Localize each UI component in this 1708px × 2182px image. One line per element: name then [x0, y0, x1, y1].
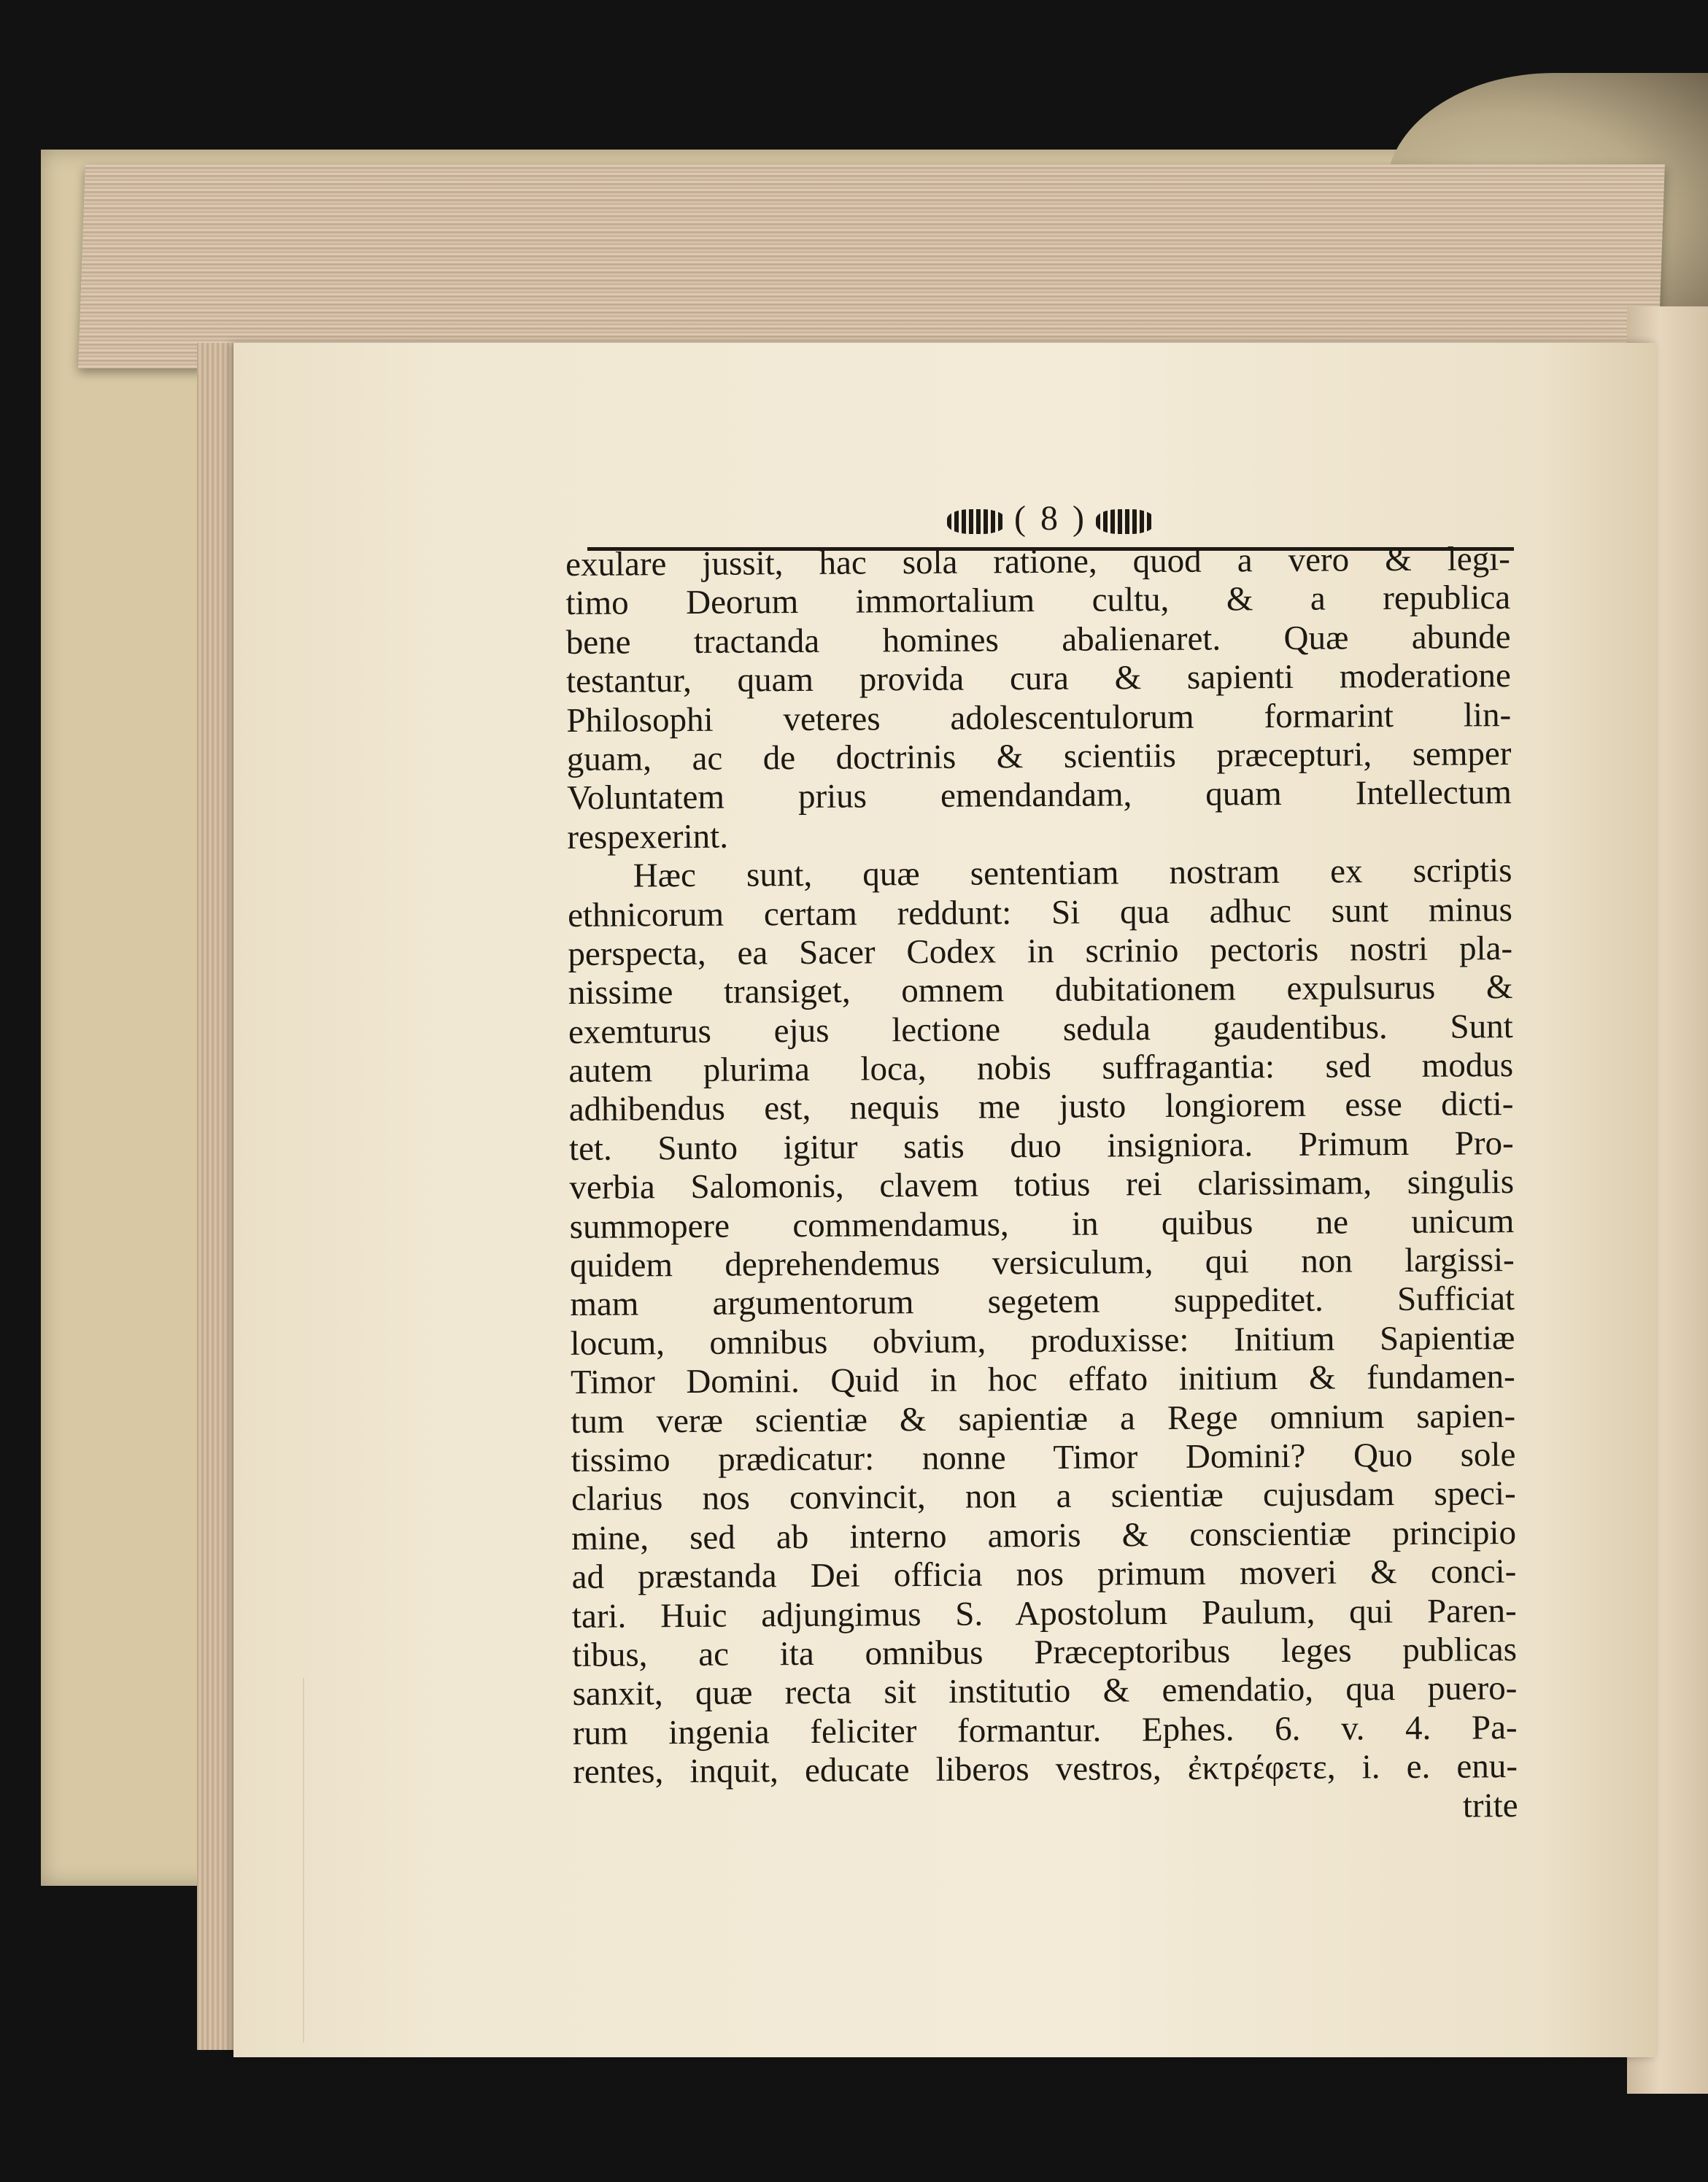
page-number: ( 8 ): [1014, 499, 1087, 538]
text-line: summopere commendamus, in quibus ne unicum: [569, 1202, 1515, 1246]
page-crease: [303, 1678, 304, 2043]
text-line: tari. Huic adjungimus S. Apostolum Paulum, qui Paren-: [571, 1591, 1517, 1636]
text-line: exemturus ejus lectione sedula gaudentibus. Sunt: [568, 1007, 1513, 1051]
catchword: trite: [1462, 1786, 1518, 1825]
text-line: bene tractanda homines abalienaret. Quæ abunde: [565, 617, 1511, 662]
text-line: mam argumentorum segetem suppeditet. Sufficiat: [570, 1280, 1515, 1324]
text-line: Philosophi veteres adolescentulorum formarint lin-: [566, 695, 1512, 740]
text-line: testantur, quam provida cura & sapienti moderatione: [565, 657, 1511, 701]
page-number-row: [587, 498, 1514, 538]
text-line: clarius nos convincit, non a scientiæ cujusdam speci-: [571, 1474, 1516, 1519]
text-line: adhibendus est, nequis me justo longiorem esse dicti-: [568, 1085, 1514, 1129]
text-line: Voluntatem prius emendandam, quam Intellectum: [566, 773, 1512, 818]
text-line: autem plurima loca, nobis suffragantia: sed modus: [568, 1046, 1514, 1091]
text-line: Hæc sunt, quæ sententiam nostram ex scriptis: [633, 851, 1512, 895]
text-line: guam, ac de doctrinis & scientiis præcepturi, semper: [566, 735, 1512, 778]
text-line: Timor Domini. Quid in hoc effato initium & fundamen-: [570, 1358, 1515, 1402]
text-line: perspecta, ea Sacer Codex in scrinio pectoris nostri pla-: [568, 929, 1513, 973]
text-line: rum ingenia feliciter formantur. Ephes. 6. v. 4. Pa-: [572, 1708, 1518, 1752]
text-line: quidem deprehendemus versiculum, qui non largissi-: [569, 1241, 1515, 1285]
text-line: tissimo prædicatur: nonne Timor Domini? Quo sole: [571, 1436, 1516, 1479]
text-line: tibus, ac ita omnibus Præceptoribus leges publicas: [572, 1630, 1518, 1674]
text-line: locum, omnibus obvium, produxisse: Initium Sapientiæ: [570, 1318, 1515, 1363]
text-line: timo Deorum immortalium cultu, & a republica: [565, 579, 1511, 623]
text-line: nissime transiget, omnem dubitationem expulsurus &: [568, 968, 1513, 1013]
text-line: tum veræ scientiæ & sapientiæ a Rege omnium sapien-: [571, 1396, 1516, 1441]
body-text: [565, 540, 1518, 1831]
text-line: ad præstanda Dei officia nos primum moveri & conci-: [571, 1552, 1517, 1597]
ornament-left-icon: [947, 509, 1005, 534]
text-line: exulare jussit, hac sola ratione, quod a vero & legi-: [565, 540, 1510, 584]
text-line: rentes, inquit, educate liberos vestros, ἐκτρέφετε, i. e. enu-: [573, 1747, 1518, 1792]
text-line: verbia Salomonis, clavem totius rei clarissimam, singulis: [569, 1163, 1515, 1207]
text-line: respexerint.: [567, 817, 729, 856]
text-line: sanxit, quæ recta sit institutio & emendatio, qua puero-: [572, 1669, 1518, 1714]
text-line: tet. Sunto igitur satis duo insigniora. Primum Pro-: [568, 1123, 1514, 1168]
ornament-right-icon: [1096, 509, 1154, 534]
text-line: mine, sed ab interno amoris & conscientiæ principio: [571, 1513, 1517, 1558]
text-line: ethnicorum certam reddunt: Si qua adhuc sunt minus: [567, 890, 1512, 935]
page-edges-top: [78, 164, 1665, 368]
